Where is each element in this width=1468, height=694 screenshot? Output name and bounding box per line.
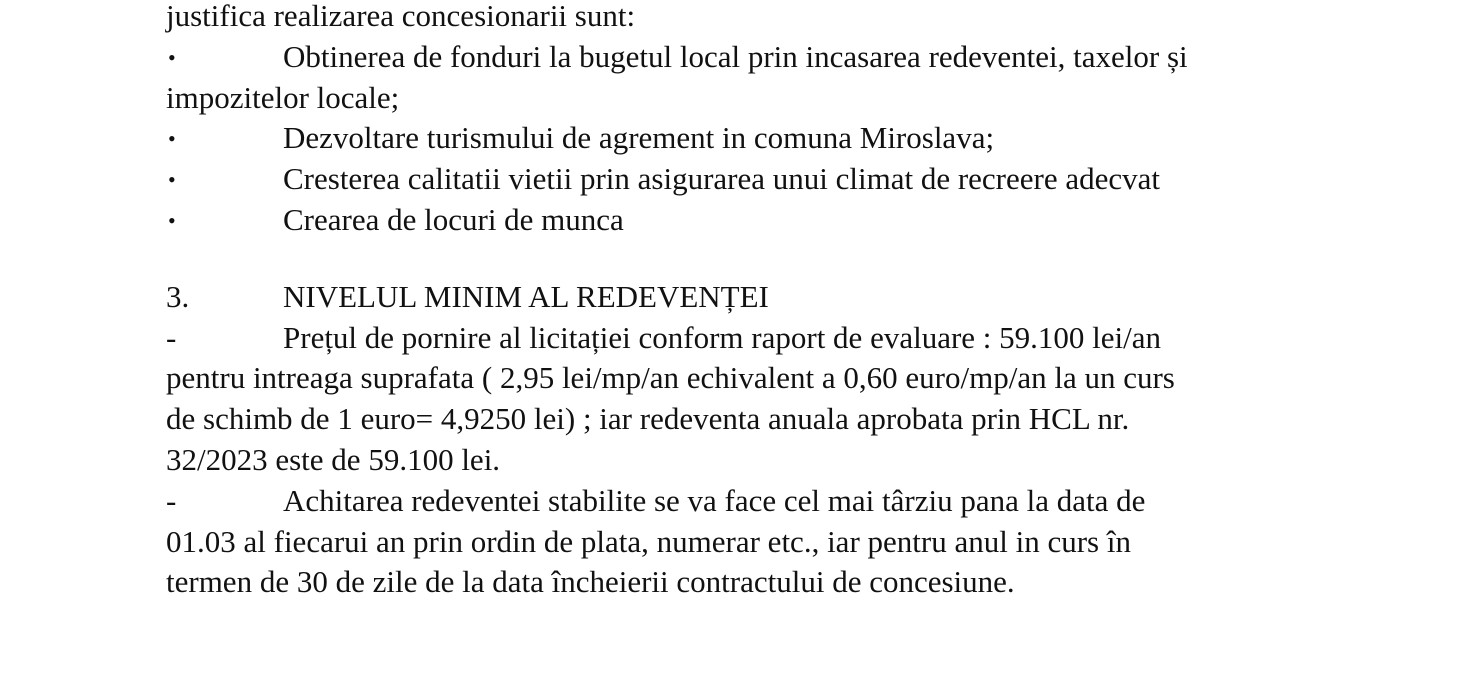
paragraph-line: Achitarea redeventei stabilite se va face cel mai târziu pana la data de — [283, 482, 1146, 518]
paragraph-line: 32/2023 este de 59.100 lei. — [166, 441, 501, 477]
section-number: 3. — [166, 278, 190, 314]
paragraph-payment-terms — [166, 481, 1366, 603]
bullet-marker: • — [168, 207, 176, 233]
bullet-text: Obtinerea de fonduri la bugetul local prin incasarea redeventei, taxelor și — [283, 38, 1188, 74]
bullet-text: Cresterea calitatii vietii prin asigurarea unui climat de recreere adecvat — [283, 161, 1161, 197]
bullet-item-tourism — [166, 118, 1366, 159]
paragraph-line: 01.03 al fiecarui an prin ordin de plata, numerar etc., iar pentru anul in curs în — [166, 523, 1131, 559]
bullet-marker: • — [168, 44, 176, 70]
paragraph-starting-price — [166, 318, 1366, 481]
intro-tail-text: justifica realizarea concesionarii sunt: — [166, 0, 636, 33]
paragraph-line: de schimb de 1 euro= 4,9250 lei) ; iar redeventa anuala aprobata prin HCL nr. — [166, 401, 1130, 437]
bullet-text: Crearea de locuri de munca — [283, 201, 624, 237]
dash-marker: - — [166, 482, 177, 518]
bullet-marker: • — [168, 126, 176, 152]
dash-marker: - — [166, 319, 177, 355]
paragraph-line: pentru intreaga suprafata ( 2,95 lei/mp/an echivalent a 0,60 euro/mp/an la un curs — [166, 360, 1175, 396]
document-page — [166, 0, 1366, 603]
section-spacer — [166, 241, 1366, 277]
bullet-list — [166, 37, 1366, 241]
section-title: NIVELUL MINIM AL REDEVENȚEI — [283, 278, 769, 314]
bullet-marker: • — [168, 167, 176, 193]
paragraph-line: Prețul de pornire al licitației conform raport de evaluare : 59.100 lei/an — [283, 319, 1162, 355]
bullet-item-funds — [166, 37, 1366, 78]
bullet-item-quality-of-life — [166, 159, 1366, 200]
section-heading — [166, 277, 1366, 318]
paragraph-line: termen de 30 de zile de la data încheierii contractului de concesiune. — [166, 564, 1015, 600]
bullet-text: Dezvoltare turismului de agrement in comuna Miroslava; — [283, 120, 995, 156]
bullet-text-continuation: impozitelor locale; — [166, 79, 400, 115]
bullet-item-jobs — [166, 200, 1366, 241]
